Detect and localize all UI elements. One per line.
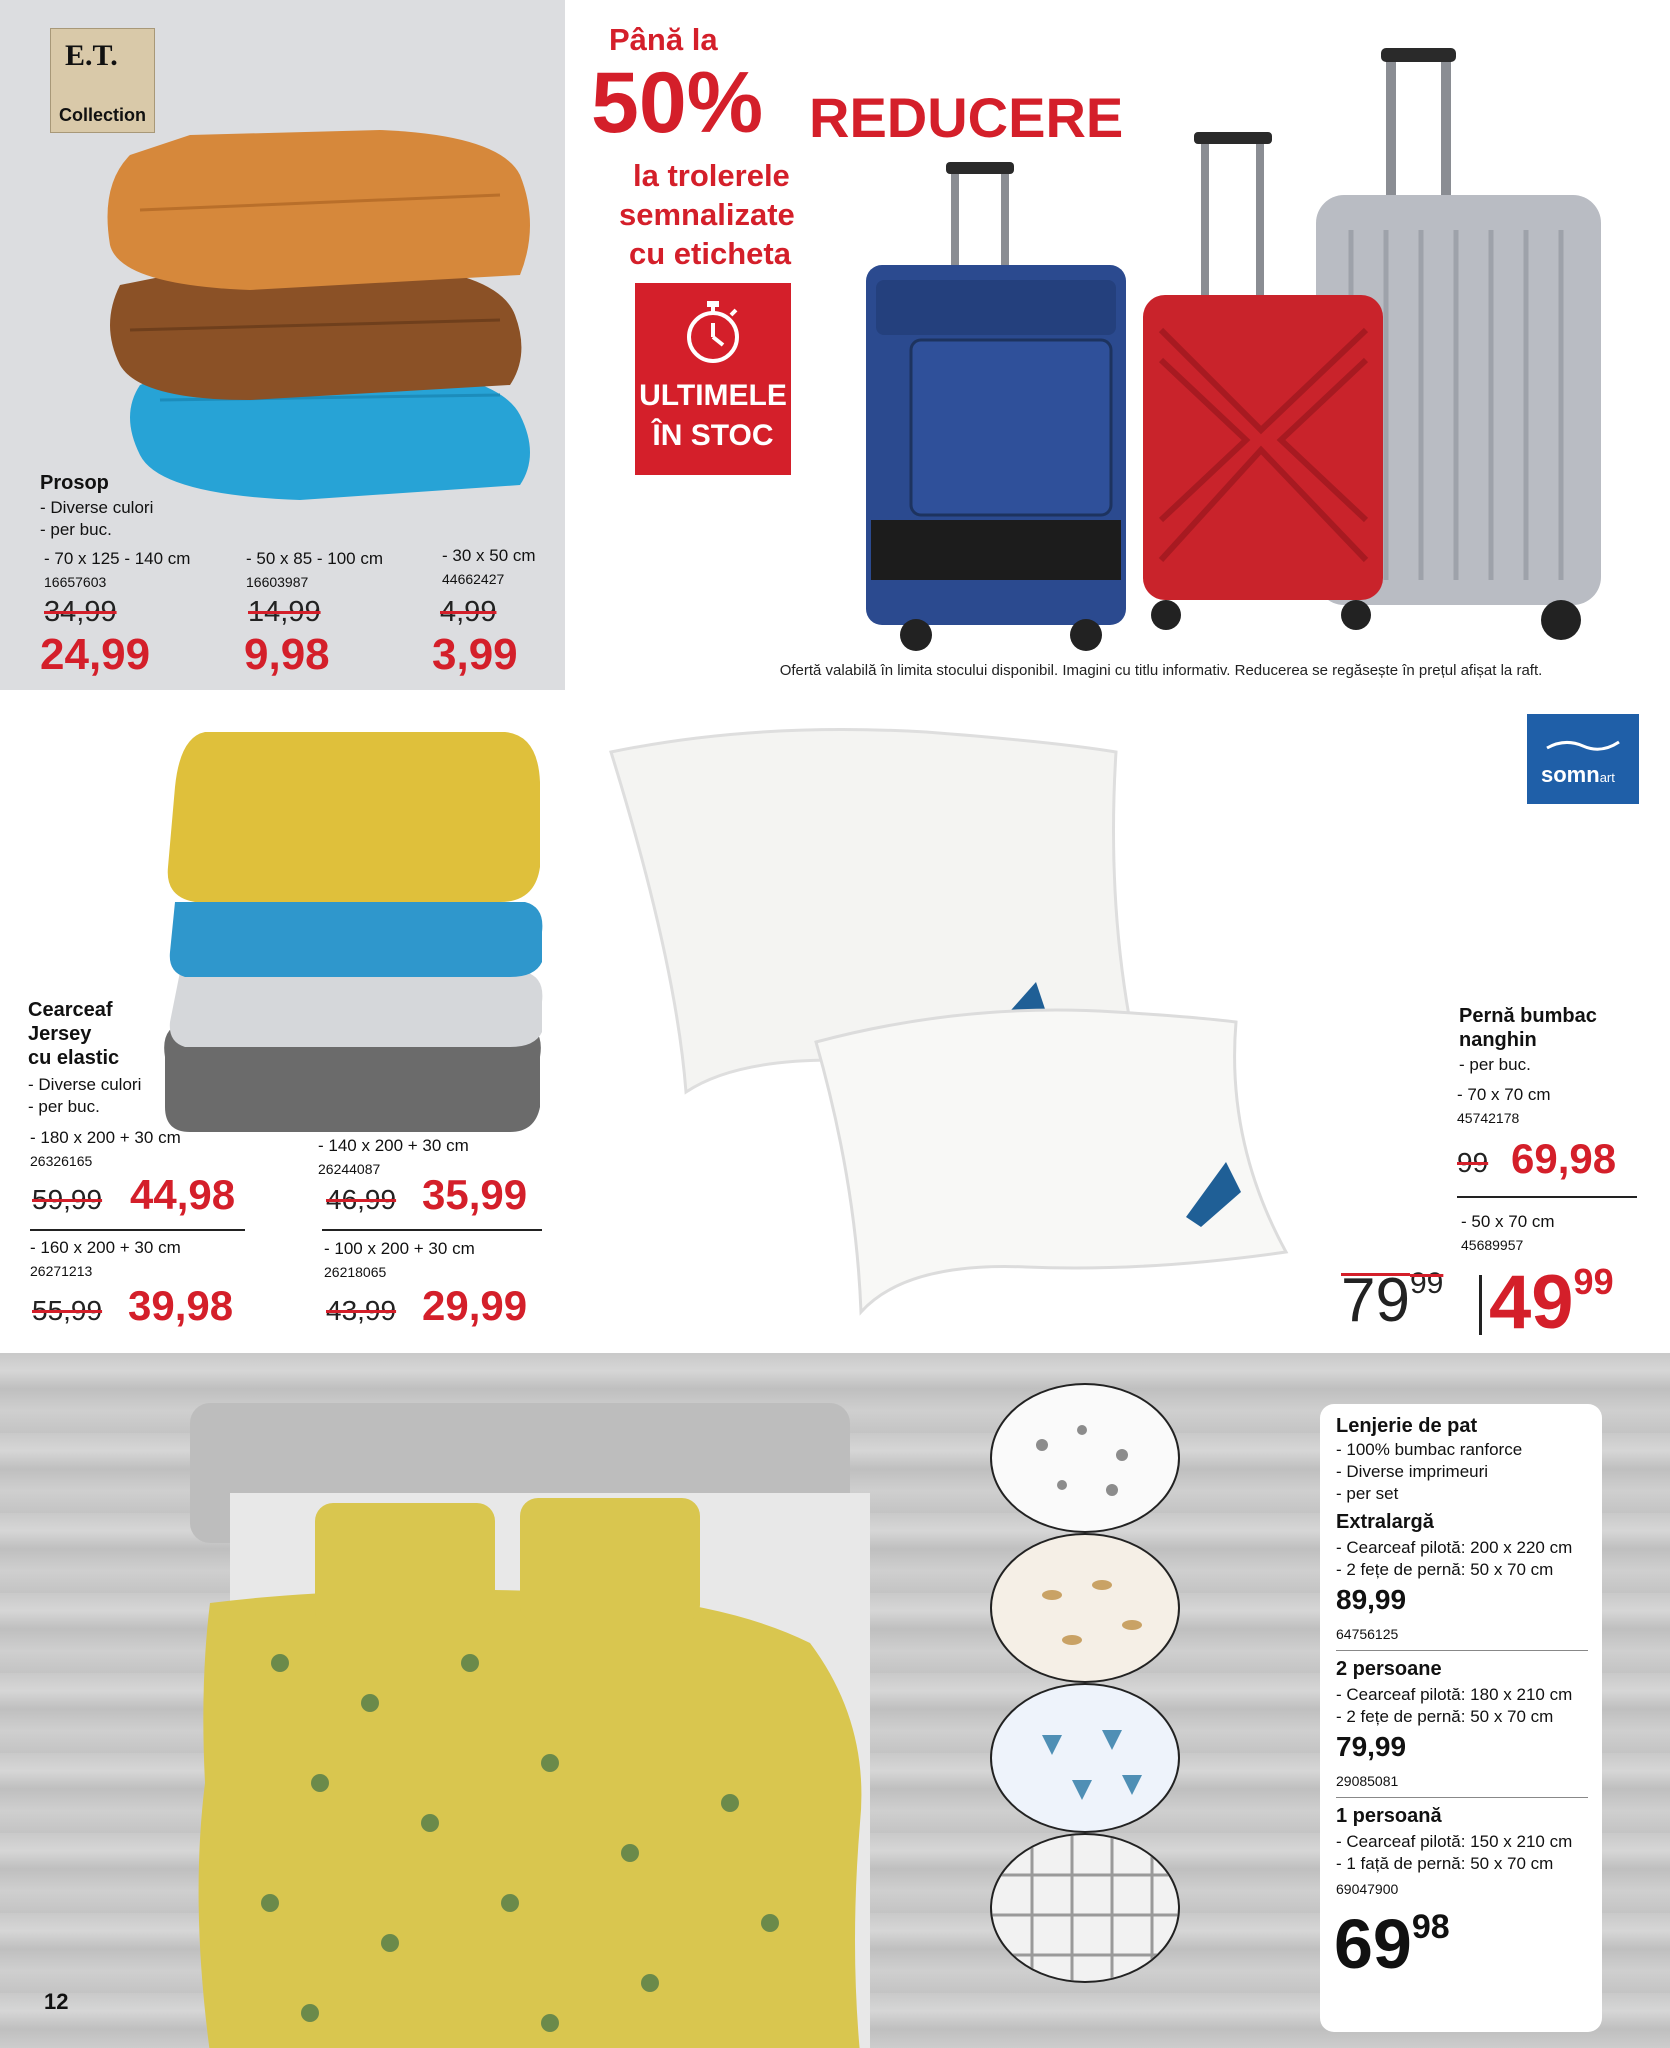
badge-line1: ULTIMELE (639, 379, 787, 412)
promo-line1: Până la (609, 22, 718, 57)
last-in-stock-badge (635, 283, 791, 475)
pillow-size-1: - 70 x 70 cm (1457, 1085, 1551, 1104)
pillow-old-price-1: 99 (1457, 1147, 1489, 1178)
towel-new-price-1: 24,99 (40, 630, 151, 679)
pillow-size-2: - 50 x 70 cm (1461, 1212, 1555, 1231)
sheet-size-4: - 100 x 200 + 30 cm (324, 1239, 475, 1258)
sheet-divider-2 (322, 1229, 542, 1231)
pillow-code-1: 45742178 (1457, 1110, 1520, 1126)
promo-line4: semnalizate (619, 197, 795, 232)
pillow-code-2: 45689957 (1461, 1237, 1524, 1253)
sheet-stack-image (160, 727, 550, 1137)
pillow-old-dec: 99 (1409, 1267, 1444, 1300)
towel-spec-unit: - per buc. (40, 520, 112, 539)
variant-circle-1 (990, 1383, 1180, 1533)
variant-code-3: 69047900 (1336, 1881, 1399, 1897)
promo-line3: la trolerele (633, 158, 790, 193)
variant-price-2: 79,99 (1336, 1731, 1407, 1762)
brand-logo-subtext: Collection (59, 105, 147, 125)
variant-divider-1 (1336, 1650, 1588, 1651)
variant-divider-2 (1336, 1797, 1588, 1798)
sheet-new-price-2: 35,99 (422, 1171, 528, 1218)
plaid-print-icon (992, 1835, 1180, 1983)
somnart-brand: somn (1541, 762, 1600, 787)
variant-code-1: 64756125 (1336, 1626, 1399, 1642)
sheet-size-2: - 140 x 200 + 30 cm (318, 1136, 469, 1155)
pillow-new-price-2 (1489, 1259, 1614, 1346)
page-number: 12 (44, 1989, 69, 2014)
variant-circle-4 (990, 1833, 1180, 1983)
triangle-print-icon (992, 1685, 1180, 1833)
variant-name-3: 1 persoană (1336, 1805, 1442, 1827)
promo-line5: cu eticheta (629, 236, 791, 271)
towel-new-price-2: 9,98 (244, 630, 330, 679)
towel-code-1: 16657603 (44, 574, 107, 590)
pillow-old-int: 79 (1341, 1266, 1410, 1335)
badge-line2: ÎN STOC (652, 419, 774, 452)
sheet-spec-colors: - Diverse culori (28, 1075, 142, 1094)
variant-price-3 (1334, 1904, 1450, 1984)
bed-image (170, 1403, 870, 2048)
sheet-divider-1 (30, 1229, 245, 1231)
towel-stack-image (100, 115, 540, 505)
bedding-info-card (1320, 1404, 1602, 2032)
pillows-image (586, 712, 1306, 1332)
pillow-panel (571, 697, 1670, 1347)
bedding-title: Lenjerie de pat (1336, 1415, 1478, 1437)
bedding-spec-prints: - Diverse imprimeuri (1336, 1462, 1489, 1481)
sheet-code-2: 26244087 (318, 1161, 381, 1177)
sheet-size-3: - 160 x 200 + 30 cm (30, 1238, 181, 1257)
pillow-old-price-2 (1341, 1265, 1443, 1336)
bedding-spec-unit: - per set (1336, 1484, 1399, 1503)
sheet-title-3: cu elastic (28, 1047, 120, 1069)
sheet-new-price-1: 44,98 (130, 1171, 236, 1218)
variant-name-2: 2 persoane (1336, 1658, 1442, 1680)
pillow-title-2: nanghin (1459, 1029, 1537, 1051)
sheet-title-2: Jersey (28, 1023, 92, 1045)
towel-code-2: 16603987 (246, 574, 309, 590)
pillow-price-separator (1479, 1275, 1482, 1335)
variant-pillowcase-3: - 1 față de pernă: 50 x 70 cm (1336, 1854, 1554, 1873)
towel-size-2: - 50 x 85 - 100 cm (246, 549, 384, 568)
towel-code-3: 44662427 (442, 571, 505, 587)
towel-spec-colors: - Diverse culori (40, 498, 154, 517)
floral-print-icon (992, 1385, 1180, 1533)
sheet-size-1: - 180 x 200 + 30 cm (30, 1128, 181, 1147)
towels-panel (0, 0, 565, 690)
pillow-divider (1457, 1196, 1637, 1198)
somnart-logo-text (1541, 762, 1615, 788)
variant-pillowcase-1: - 2 fețe de pernă: 50 x 70 cm (1336, 1560, 1554, 1579)
variant-duvet-3: - Cearceaf pilotă: 150 x 210 cm (1336, 1832, 1573, 1851)
variant-circle-3 (990, 1683, 1180, 1833)
sheet-old-price-3: 55,99 (32, 1295, 103, 1326)
towel-size-1: - 70 x 125 - 140 cm (44, 549, 191, 568)
sheet-old-price-4: 43,99 (326, 1295, 397, 1326)
towel-size-3: - 30 x 50 cm (442, 546, 536, 565)
pillow-new-int: 49 (1489, 1260, 1574, 1345)
variant-code-2: 29085081 (1336, 1773, 1399, 1789)
sheet-spec-unit: - per buc. (28, 1097, 100, 1116)
sheet-new-price-3: 39,98 (128, 1282, 234, 1329)
somnart-logo (1527, 714, 1639, 804)
variant-duvet-2: - Cearceaf pilotă: 180 x 210 cm (1336, 1685, 1573, 1704)
sheet-old-price-1: 59,99 (32, 1184, 103, 1215)
towel-title: Prosop (40, 472, 109, 494)
sheets-panel (0, 697, 565, 1347)
leaf-print-icon (992, 1535, 1180, 1683)
pillow-new-dec: 99 (1573, 1261, 1614, 1302)
variant-price-3-int: 69 (1334, 1905, 1412, 1983)
sheet-code-4: 26218065 (324, 1264, 387, 1280)
luggage-panel (571, 0, 1670, 690)
variant-circle-2 (990, 1533, 1180, 1683)
pillow-title-1: Pernă bumbac (1459, 1005, 1597, 1027)
variant-pillowcase-2: - 2 fețe de pernă: 50 x 70 cm (1336, 1707, 1554, 1726)
promo-percent: 50% (591, 55, 764, 151)
promo-word: REDUCERE (809, 86, 1124, 149)
variant-price-1: 89,99 (1336, 1584, 1407, 1615)
suitcases-image (861, 40, 1661, 655)
pillow-new-price-1: 69,98 (1511, 1135, 1617, 1182)
bedding-panel (0, 1353, 1670, 2048)
towel-old-price-1: 34,99 (44, 596, 117, 628)
pillow-spec-unit: - per buc. (1459, 1055, 1531, 1074)
variant-price-3-dec: 98 (1411, 1908, 1450, 1946)
wave-icon (1545, 736, 1621, 754)
variant-name-1: Extralargă (1336, 1511, 1434, 1533)
towel-old-price-2: 14,99 (248, 596, 321, 628)
sheet-code-1: 26326165 (30, 1153, 93, 1169)
somnart-suffix: art (1599, 770, 1615, 785)
stopwatch-icon (681, 297, 745, 367)
sheet-title-1: Cearceaf (28, 999, 113, 1021)
bedding-spec-material: - 100% bumbac ranforce (1336, 1440, 1523, 1459)
brand-logo-text: E.T. (65, 39, 118, 72)
sheet-old-price-2: 46,99 (326, 1184, 397, 1215)
offer-disclaimer: Ofertă valabilă în limita stocului disponibil. Imagini cu titlu informativ. Reducerea se regăsește în prețul afișat la raft. (779, 662, 1543, 679)
towel-new-price-3: 3,99 (432, 630, 518, 679)
towel-old-price-3: 4,99 (440, 596, 497, 628)
sheet-new-price-4: 29,99 (422, 1282, 528, 1329)
variant-duvet-1: - Cearceaf pilotă: 200 x 220 cm (1336, 1538, 1573, 1557)
sheet-code-3: 26271213 (30, 1263, 93, 1279)
